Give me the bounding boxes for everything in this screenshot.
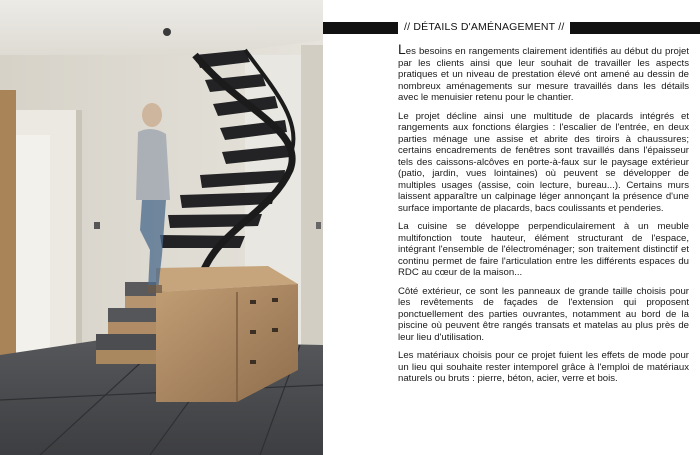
paragraph-5: Les matériaux choisis pour ce projet fuient les effets de mode pour un lieu qui souhaite rester intemporel grâce à l'emploi de matériaux naturels ou bruts : pierre, béton, acier, verre et bois. xyxy=(398,350,689,384)
paragraph-2: Le projet décline ainsi une multitude de placards intégrés et rangements aux fonctions élargies : l'escalier de l'entrée, en deux parties ménage une assise et abrite des tiroirs à chaussures; certains encadrements de fenêtres sont travaillés dans l'épaisseur tels des caissons-alcôves en porte-à-faux sur le paysage extérieur (patio, jardin, vues lointaines) où peuvent se développer de multiples usages (assise, coin lecture, bureau...). Certains murs laissent apparaître un calpinage léger annonçant la présence d'une surface importante de placards, bacs coulissants et penderies. xyxy=(398,110,689,214)
paragraph-1 xyxy=(398,41,689,104)
text-page xyxy=(323,0,700,455)
paragraph-3: La cuisine se développe perpendiculairement à un meuble multifonction toute hauteur, élément structurant de l'espace, intégrant l'ensemble de l'électroménager; son traitement distinctif et continu permet de faire l'articulation entre les différents espaces du RDC au cœur de la maison... xyxy=(398,221,689,278)
paragraph-text: es besoins en rangements clairement identifiés au début du projet par les clients ainsi que leur souhait de travailler les aspects pratiques et un niveau de prestation élevé ont amené au dessin de nombreux aménagements sur mesure travaillés dans les détails avec le menuisier retenu pour le chantier. xyxy=(398,46,689,103)
section-title: // DÉTAILS D'AMÉNAGEMENT // xyxy=(398,21,570,34)
paragraph-4: Côté extérieur, ce sont les panneaux de grande taille choisis pour les revêtements de façades de l'extension qui proposent ponctuellement des parties ouvrantes, notamment au bord de la piscine où peuvent être rangés transats et matelas au plus près de leur lieu d'utilisation. xyxy=(398,285,689,343)
initial-letter: L xyxy=(398,41,406,57)
article-body xyxy=(398,41,689,385)
staircase-photo xyxy=(0,0,323,455)
